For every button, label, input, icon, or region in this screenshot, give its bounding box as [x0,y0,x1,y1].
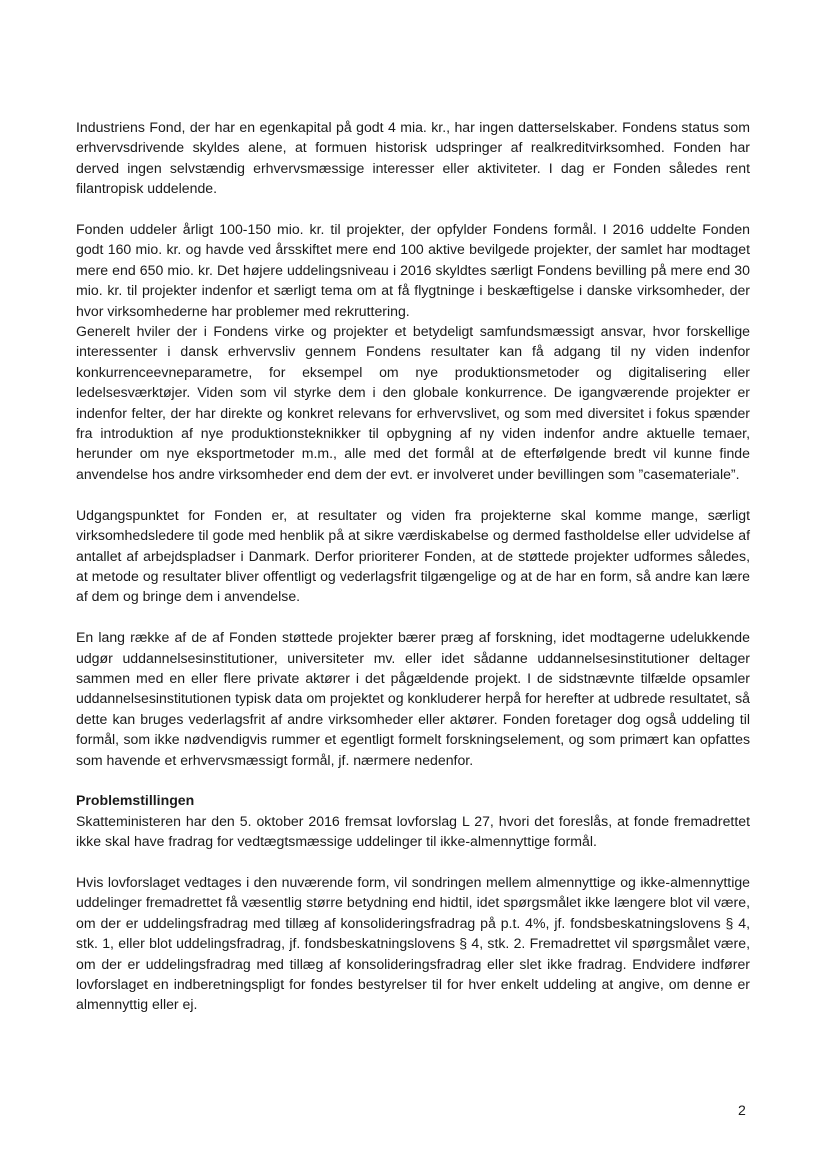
paragraph-bill-proposal: Skatteministeren har den 5. oktober 2016 fremsat lovforslag L 27, hvori det foreslås, at fonde fremadrettet ikke skal have fradrag for vedtægtsmæssige uddelinger til ikke-almennyttige formål. [76,812,750,850]
page-number: 2 [738,1102,746,1118]
paragraph-fund-overview: Industriens Fond, der har en egenkapital på godt 4 mia. kr., har ingen datterselskaber. Fondens status som erhvervsdrivende skyldes alene, at formuen historisk udspringer af realkreditvirksomhed. Fonden har derved ingen selvstændig erhvervsmæssige interesser eller aktiviteter. I dag er Fonden således rent filantropisk uddelende. [76,119,750,197]
document-page [76,117,750,1035]
section-heading: Problemstillingen [76,792,195,809]
paragraph-societal-responsibility: Generelt hviler der i Fondens virke og projekter et betydeligt samfundsmæssigt ansvar, hvor forskellige interessenter i dansk erhvervsliv gennem Fondens resultater kan få adgang til ny viden indenfor konkurrenceevneparametre, for eksempel om nye produktionsmetoder og digitalisering eller ledelsesværktøjer. Viden som vil styrke dem i den globale konkurrence. De igangværende projekter er indenfor felter, der har direkte og konkret relevans for erhvervslivet, og som med diversitet i fokus spænder fra introduktion af nye produktionsteknikker til opbygning af ny viden indenfor andre aktuelle temaer, herunder om nye eksportmetoder m.m., alle med det formål at de efterfølgende bredt vil kunne finde anvendelse hos andre virksomheder end dem der evt. er involveret under bevillingen som ”casemateriale”. [76,323,750,482]
paragraph-research-projects: En lang række af de af Fonden støttede projekter bærer præg af forskning, idet modtagerne udelukkende udgør uddannelsesinstitutioner, universiteter mv. eller idet sådanne uddannelsesinstitutioner deltager sammen med en eller flere private aktører i det pågældende projekt. I de sidstnævnte tilfælde opsamler uddannelsesinstitutionen typisk data om projektet og konkluderer herpå for herefter at udbrede resultatet, så dette kan bruges vederlagsfrit af andre virksomheder eller aktører. Fonden foretager dog også uddeling til formål, som ikke nødvendigvis rummer et egentligt formelt forskningselement, og som primært kan opfattes som havende et erhvervsmæssigt formål, jf. nærmere nedenfor. [76,629,750,768]
paragraph-starting-point: Udgangspunktet for Fonden er, at resultater og viden fra projekterne skal komme mange, særligt virksomhedsledere til gode med henblik på at sikre værdiskabelse og dermed fastholdelse eller udvidelse af antallet af arbejdspladser i Danmark. Derfor prioriterer Fonden, at de støttede projekter udformes således, at metode og resultater bliver offentligt og vederlagsfrit tilgængelige og at de har en form, så andre kan lære af dem og bringe dem i anvendelse. [76,506,750,605]
paragraph-bill-consequences: Hvis lovforslaget vedtages i den nuværende form, vil sondringen mellem almennyttige og ikke-almennyttige uddelinger fremadrettet få væsentlig større betydning end hidtil, idet spørgsmålet ikke længere blot vil være, om der er uddelingsfradrag med tillæg af konsolideringsfradrag på p.t. 4%, jf. fondsbeskatningslovens § 4, stk. 1, eller blot uddelingsfradrag, jf. fondsbeskatningslovens § 4, stk. 2. Fremadrettet vil spørgsmålet være, om der er uddelingsfradrag med tillæg af konsolideringsfradrag eller slet ikke fradrag. Endvidere indfører lovforslaget en indberetningspligt for fondes bestyrelser til for hver enkelt uddeling at angive, om denne er almennyttig eller ej. [76,873,750,1013]
paragraph-annual-grants: Fonden uddeler årligt 100-150 mio. kr. til projekter, der opfylder Fondens formål. I 2016 uddelte Fonden godt 160 mio. kr. og havde ved årsskiftet mere end 100 aktive bevilgede projekter, der samlet har modtaget mere end 650 mio. kr. Det højere uddelingsniveau i 2016 skyldtes særligt Fondens bevilling på mere end 30 mio. kr. til projekter indenfor et særligt tema om at få flygtninge i beskæftigelse i danske virksomheder, der hvor virksomhederne har problemer med rekruttering. [76,221,750,319]
